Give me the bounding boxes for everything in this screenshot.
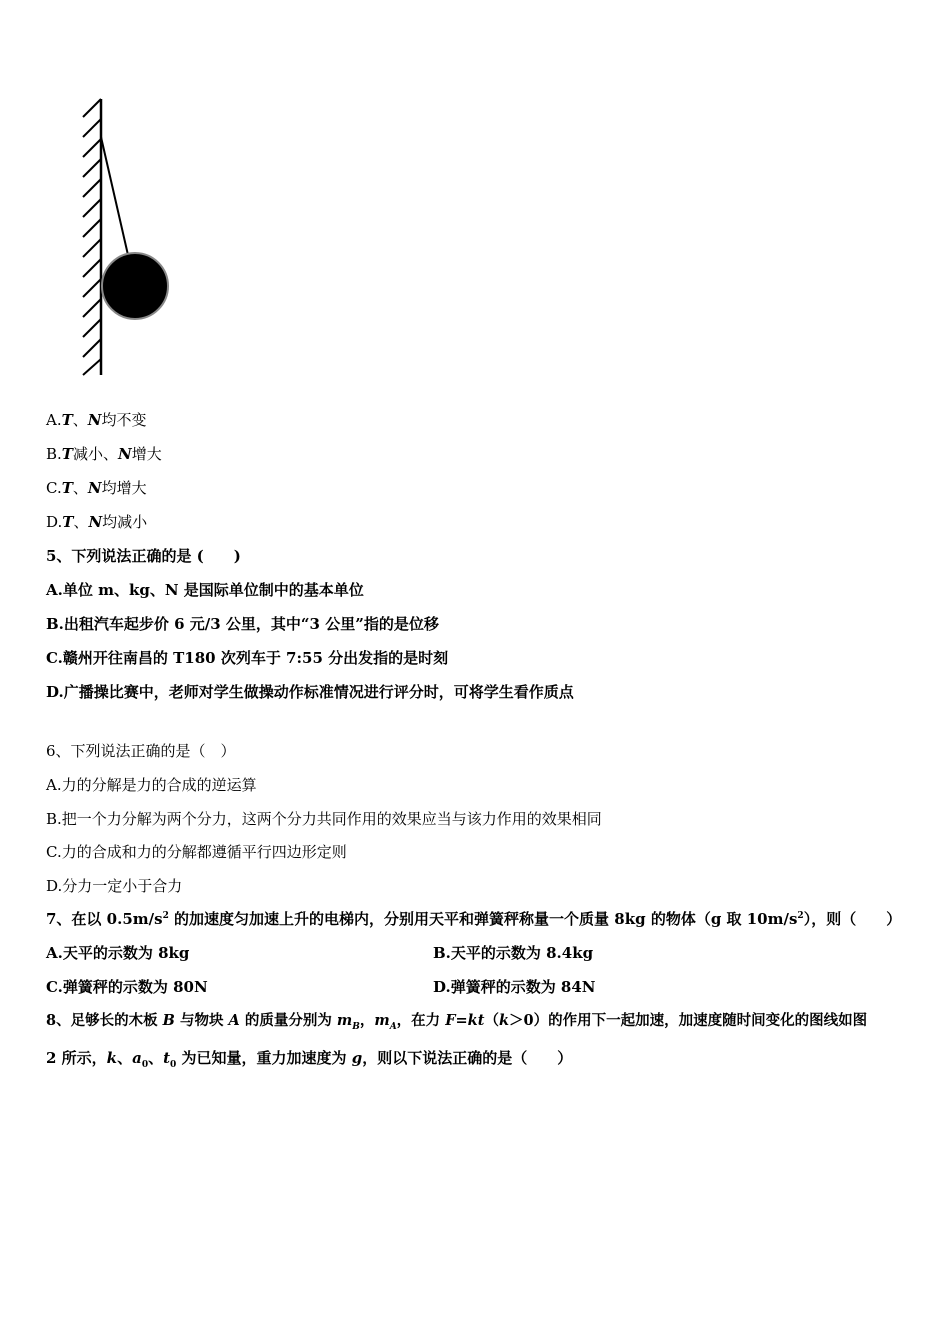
- var-n: N: [87, 411, 102, 429]
- separator: 、: [73, 513, 89, 531]
- separator: 、: [72, 479, 88, 497]
- q5-option-c: C.赣州开往南昌的 T180 次列车于 7:55 分出发指的是时刻: [46, 649, 449, 667]
- q7-option-a: A.天平的示数为 8kg: [46, 944, 190, 962]
- option-letter: B.: [46, 445, 62, 463]
- wall-pendulum-figure: [70, 95, 190, 380]
- q5-option-b: B.出租汽车起步价 6 元/3 公里，其中“3 公里”指的是位移: [46, 615, 439, 633]
- option-text: 均不变: [101, 411, 147, 429]
- var-t: T: [62, 513, 74, 531]
- var-force: F=kt: [445, 1012, 485, 1029]
- var-n: N: [87, 479, 102, 497]
- q4-option-a: [46, 410, 147, 430]
- q4-option-b: [46, 444, 162, 464]
- pendulum-diagram: [70, 95, 190, 380]
- option-letter: D.: [46, 513, 63, 531]
- q5-option-a: A.单位 m、kg、N 是国际单位制中的基本单位: [46, 581, 364, 599]
- string-line: [101, 137, 128, 255]
- q7-options-row2: [46, 977, 906, 997]
- q8-stem-line2: 2 所示，k、$a_0$、$t_0$ 为已知量，重力加速度为 g，则以下说法正确的是（ ）: [46, 1049, 573, 1070]
- q6-option-c: C.力的合成和力的分解都遵循平行四边形定则: [46, 843, 347, 861]
- q7-option-d: D.弹簧秤的示数为 84N: [433, 978, 596, 996]
- q6-option-a: A.力的分解是力的合成的逆运算: [46, 776, 257, 794]
- var-n: N: [117, 445, 132, 463]
- option-text: 均增大: [101, 479, 147, 497]
- ball: [102, 253, 168, 319]
- q7-options-row1: [46, 943, 906, 963]
- q6-option-b: B.把一个力分解为两个分力，这两个分力共同作用的效果应当与该力作用的效果相同: [46, 810, 602, 828]
- var-t: T: [61, 479, 73, 497]
- q8-stem-line1: 8、足够长的木板 B 与物块 A 的质量分别为 $m_B$，$m_A$，在力 F=kt（k＞0）的作用下一起加速，加速度随时间变化的图线如图: [46, 1012, 868, 1032]
- var-b: B: [162, 1012, 175, 1029]
- q4-option-c: [46, 478, 147, 498]
- q7-stem: 7、在以 $0.5m/s^2$ 的加速度匀加速上升的电梯内，分别用天平和弹簧秤称量一个质量 8kg 的物体（g 取 $10m/s^2$），则（ ）: [46, 910, 902, 928]
- q5-option-d: D.广播操比赛中，老师对学生做操动作标准情况进行评分时，可将学生看作质点: [46, 683, 574, 701]
- q7-option-b: B.天平的示数为 8.4kg: [433, 944, 594, 962]
- option-letter: A.: [46, 411, 62, 429]
- q4-option-d: [46, 512, 147, 532]
- option-text: 增大: [131, 445, 162, 463]
- var-a: A: [228, 1012, 240, 1029]
- q5-stem: 5、下列说法正确的是 ( ): [46, 547, 241, 565]
- q6-option-d: D.分力一定小于合力: [46, 877, 183, 895]
- q7-option-c: C.弹簧秤的示数为 80N: [46, 978, 208, 996]
- option-letter: C.: [46, 479, 62, 497]
- var-t: T: [61, 445, 73, 463]
- var-n: N: [88, 513, 103, 531]
- option-text: 均减小: [102, 513, 148, 531]
- separator: 、: [72, 411, 88, 429]
- var-t: T: [61, 411, 73, 429]
- wall-hatching: [83, 99, 101, 375]
- separator: 减小、: [72, 445, 118, 463]
- q6-stem: 6、下列说法正确的是（ ）: [46, 742, 236, 760]
